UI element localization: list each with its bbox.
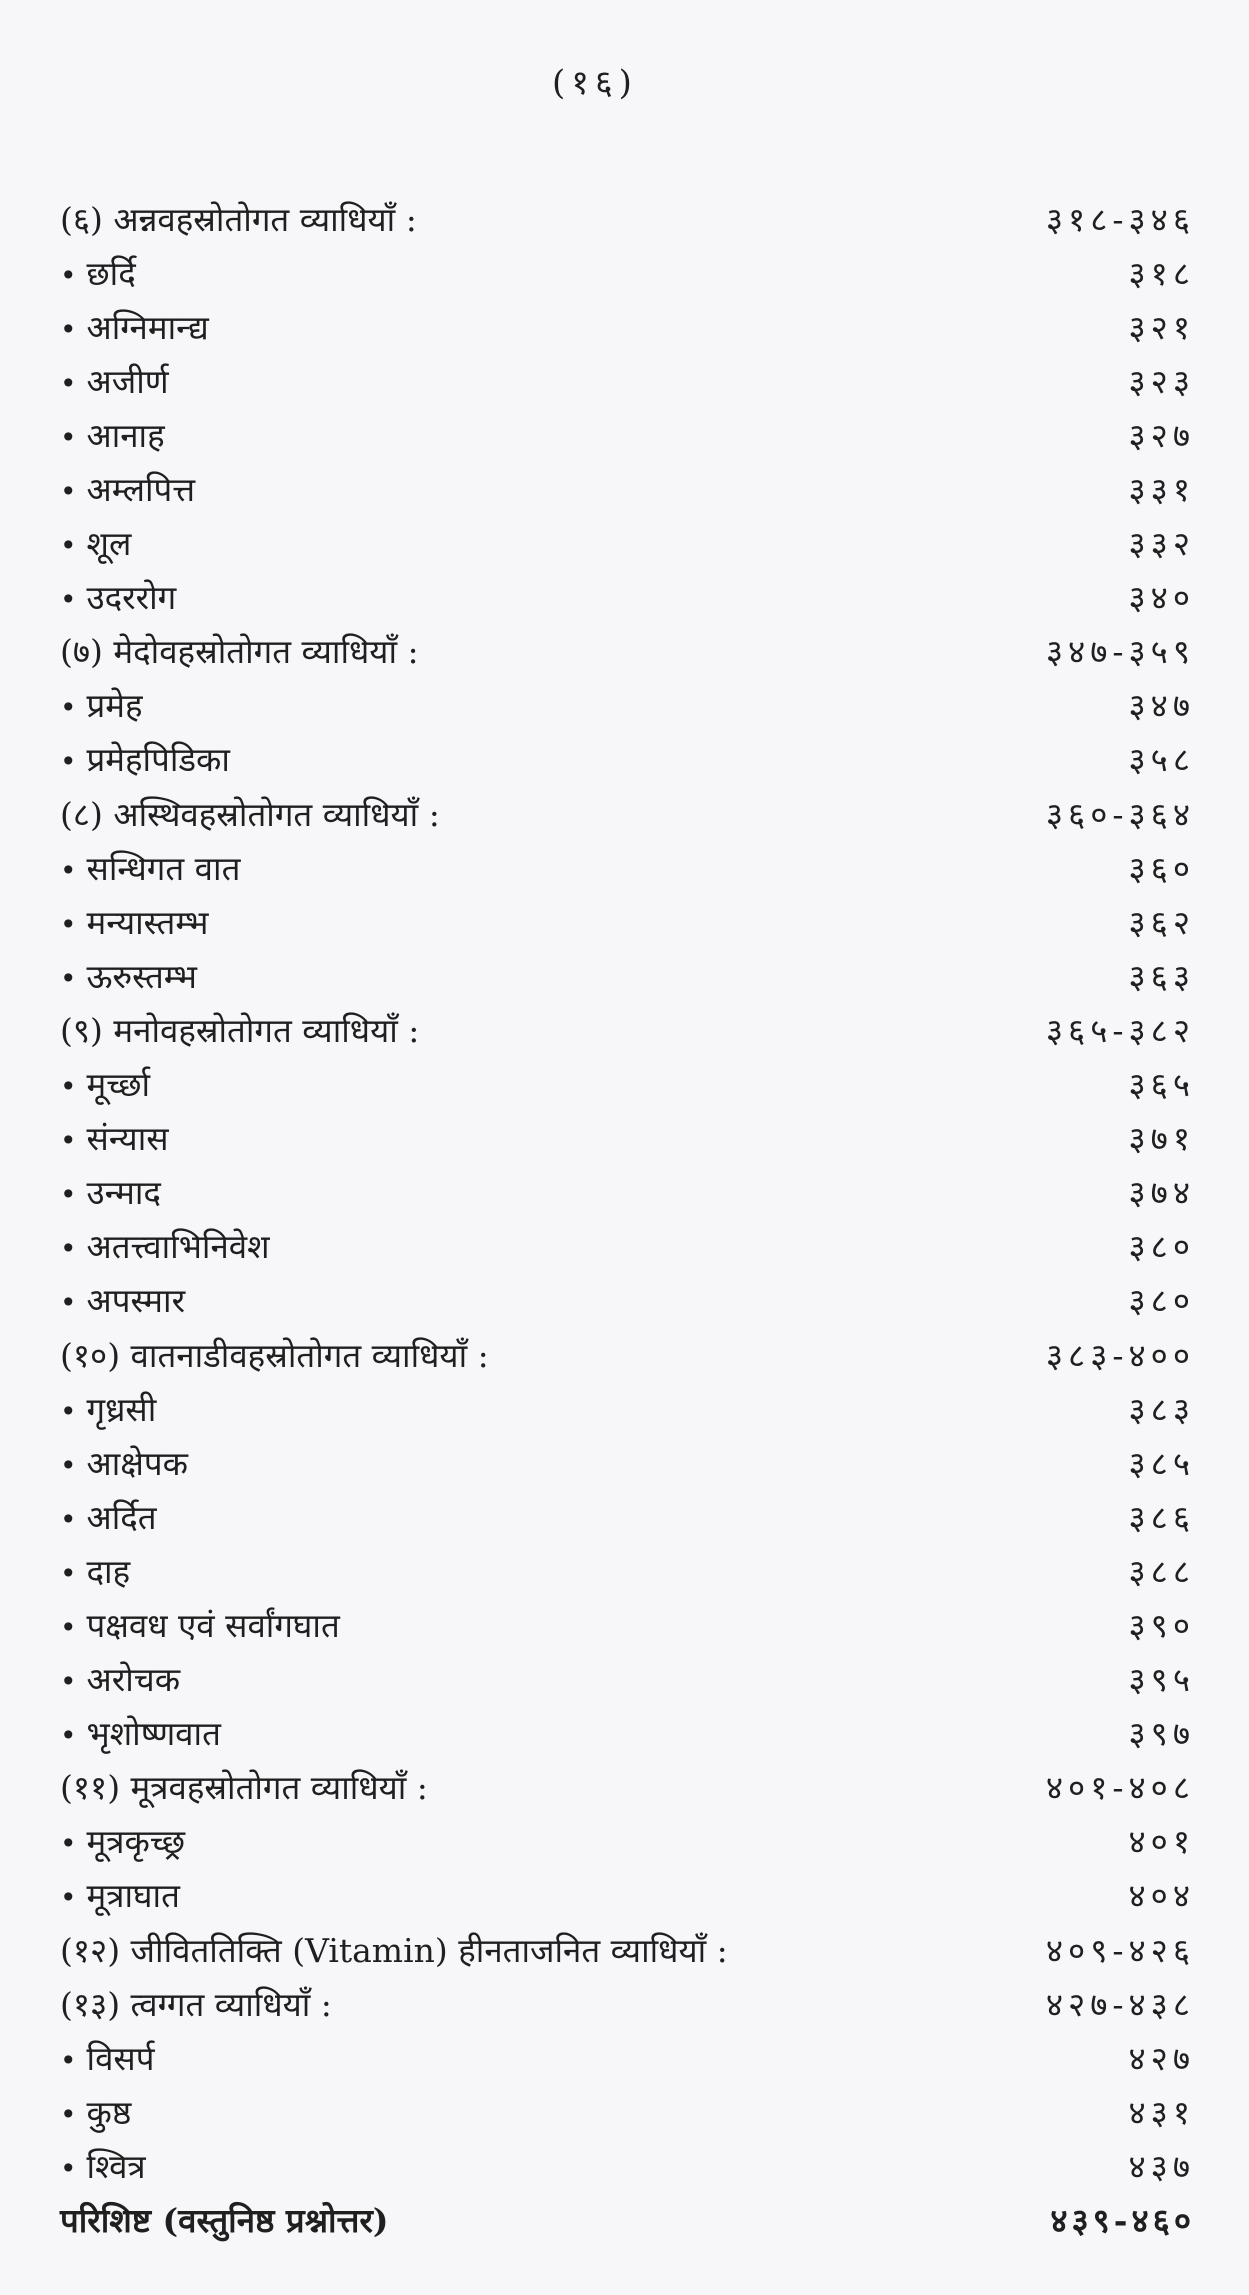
- toc-page-range: ३८६: [1128, 1497, 1195, 1537]
- toc-entry-label: • दाह: [60, 1555, 130, 1588]
- toc-item: [60, 1707, 1195, 1761]
- toc-entry-label: • उन्माद: [60, 1176, 161, 1209]
- toc-page-range: ४२७: [1128, 2038, 1195, 2078]
- toc-page-range: ४३९-४६०: [1050, 2201, 1195, 2241]
- toc-item: [60, 679, 1195, 733]
- toc-item: [60, 1220, 1195, 1274]
- toc-item: [60, 841, 1195, 895]
- toc-page-range: ३९५: [1128, 1660, 1195, 1700]
- toc-item: [60, 408, 1195, 462]
- toc-item: [60, 517, 1195, 571]
- toc-page-range: ३२७: [1128, 415, 1195, 455]
- toc-page-range: ३६२: [1128, 902, 1195, 942]
- toc-entry-label: • भृशोष्णवात: [60, 1717, 221, 1750]
- toc-page-range: ३६०-३६४: [1045, 794, 1195, 834]
- toc-entry-label: • अतत्त्वाभिनिवेश: [60, 1230, 270, 1263]
- toc-item: [60, 2031, 1195, 2085]
- toc-item: [60, 1544, 1195, 1598]
- toc-page-range: ३८५: [1128, 1443, 1195, 1483]
- toc-page-range: ३८३: [1128, 1389, 1195, 1429]
- toc-page-range: ३४७-३५९: [1045, 632, 1195, 672]
- toc-entry-label: • कुष्ठ: [60, 2096, 131, 2129]
- table-of-contents: [60, 192, 1195, 2248]
- toc-page-range: ४०१-४०८: [1045, 1768, 1195, 1808]
- toc-item: [60, 1436, 1195, 1490]
- toc-item: [60, 1490, 1195, 1544]
- toc-section-heading: [60, 1977, 1195, 2031]
- toc-page-range: ४०९-४२६: [1045, 1930, 1195, 1970]
- toc-page-range: ३९०: [1128, 1605, 1195, 1645]
- toc-section-heading: [60, 1923, 1195, 1977]
- toc-item: [60, 354, 1195, 408]
- toc-section-heading: [60, 192, 1195, 246]
- toc-entry-label: (१२) जीविततिक्ति (Vitamin) हीनताजनित व्याधियाँ :: [60, 1930, 728, 1970]
- toc-entry-label: परिशिष्ट (वस्तुनिष्ठ प्रश्नोत्तर): [60, 2201, 389, 2241]
- toc-item: [60, 2139, 1195, 2193]
- toc-page-range: ३१८: [1128, 253, 1195, 293]
- toc-section-heading: [60, 787, 1195, 841]
- toc-page-range: ३२१: [1128, 307, 1195, 347]
- toc-page-range: ४०४: [1128, 1876, 1195, 1916]
- toc-page-range: ३३२: [1128, 524, 1195, 564]
- toc-item: [60, 246, 1195, 300]
- toc-item: [60, 571, 1195, 625]
- toc-page-range: ३६३: [1128, 956, 1195, 996]
- toc-entry-label: • मूत्राघात: [60, 1879, 180, 1912]
- toc-item: [60, 462, 1195, 516]
- toc-page-range: ४३१: [1128, 2092, 1195, 2132]
- toc-entry-label: • शूल: [60, 527, 131, 560]
- toc-entry-label: • ऊरुस्तम्भ: [60, 960, 197, 993]
- toc-entry-label: • प्रमेह: [60, 689, 143, 722]
- toc-entry-label: (६) अन्नवहस्रोतोगत व्याधियाँ :: [60, 199, 417, 239]
- page-number: (१६): [552, 63, 638, 103]
- toc-entry-label: • श्वित्र: [60, 2150, 146, 2183]
- toc-entry-label: (११) मूत्रवहस्रोतोगत व्याधियाँ :: [60, 1768, 428, 1808]
- toc-item: [60, 1869, 1195, 1923]
- toc-entry-label: (९) मनोवहस्रोतोगत व्याधियाँ :: [60, 1010, 420, 1050]
- toc-entry-label: • संन्यास: [60, 1122, 169, 1155]
- toc-entry-label: • अम्लपित्त: [60, 473, 195, 506]
- toc-page-range: ३६५: [1128, 1065, 1195, 1105]
- toc-page-range: ३७१: [1128, 1119, 1195, 1159]
- toc-entry-label: • मन्यास्तम्भ: [60, 906, 208, 939]
- toc-page-range: ४२७-४३८: [1045, 1984, 1195, 2024]
- toc-entry-label: • अर्दित: [60, 1501, 157, 1534]
- toc-item: [60, 1274, 1195, 1328]
- toc-page-range: ३८०: [1128, 1281, 1195, 1321]
- toc-page-range: ३४०: [1128, 578, 1195, 618]
- toc-item: [60, 1815, 1195, 1869]
- toc-item: [60, 1058, 1195, 1112]
- toc-entry-label: (१०) वातनाडीवहस्रोतोगत व्याधियाँ :: [60, 1335, 489, 1375]
- toc-entry-label: • प्रमेहपिडिका: [60, 743, 230, 776]
- toc-page-range: ३८३-४००: [1045, 1335, 1195, 1375]
- toc-item: [60, 1598, 1195, 1652]
- toc-entry-label: • उदररोग: [60, 581, 176, 614]
- toc-page-range: ३३१: [1128, 470, 1195, 510]
- toc-item: [60, 1653, 1195, 1707]
- toc-entry-label: • मूत्रकृच्छ्र: [60, 1825, 185, 1858]
- toc-entry-label: • अरोचक: [60, 1663, 180, 1696]
- toc-appendix: [60, 2193, 1195, 2247]
- toc-entry-label: (१३) त्वग्गत व्याधियाँ :: [60, 1984, 332, 2024]
- toc-entry-label: • पक्षवध एवं सर्वांगघात: [60, 1609, 340, 1642]
- toc-page-range: ३४७: [1128, 686, 1195, 726]
- toc-page-range: ३९७: [1128, 1714, 1195, 1754]
- toc-item: [60, 1112, 1195, 1166]
- toc-page-range: ३८८: [1128, 1551, 1195, 1591]
- toc-page-range: ३१८-३४६: [1045, 199, 1195, 239]
- toc-item: [60, 300, 1195, 354]
- toc-entry-label: • अग्निमान्द्य: [60, 311, 209, 344]
- toc-item: [60, 949, 1195, 1003]
- toc-section-heading: [60, 625, 1195, 679]
- toc-entry-label: • गृध्रसी: [60, 1393, 156, 1426]
- toc-item: [60, 1166, 1195, 1220]
- toc-item: [60, 1382, 1195, 1436]
- toc-entry-label: • मूर्च्छा: [60, 1068, 150, 1101]
- toc-entry-label: • छर्दि: [60, 257, 136, 290]
- toc-page-range: ३५८: [1128, 740, 1195, 780]
- toc-item: [60, 895, 1195, 949]
- toc-entry-label: • विसर्प: [60, 2042, 154, 2075]
- toc-section-heading: [60, 1761, 1195, 1815]
- toc-entry-label: • अजीर्ण: [60, 365, 169, 398]
- toc-section-heading: [60, 1003, 1195, 1057]
- toc-entry-label: (८) अस्थिवहस्रोतोगत व्याधियाँ :: [60, 794, 440, 834]
- toc-page-range: ३६०: [1128, 848, 1195, 888]
- toc-page-range: ३८०: [1128, 1227, 1195, 1267]
- toc-entry-label: (७) मेदोवहस्रोतोगत व्याधियाँ :: [60, 632, 419, 672]
- toc-page-range: ३२३: [1128, 361, 1195, 401]
- toc-page-range: ३६५-३८२: [1045, 1010, 1195, 1050]
- toc-entry-label: • आनाह: [60, 419, 165, 452]
- toc-page-range: ४०१: [1128, 1822, 1195, 1862]
- toc-entry-label: • अपस्मार: [60, 1284, 185, 1317]
- toc-page-range: ४३७: [1128, 2146, 1195, 2186]
- toc-section-heading: [60, 1328, 1195, 1382]
- toc-item: [60, 733, 1195, 787]
- toc-entry-label: • आक्षेपक: [60, 1447, 188, 1480]
- toc-entry-label: • सन्धिगत वात: [60, 852, 240, 885]
- toc-page-range: ३७४: [1128, 1173, 1195, 1213]
- toc-item: [60, 2085, 1195, 2139]
